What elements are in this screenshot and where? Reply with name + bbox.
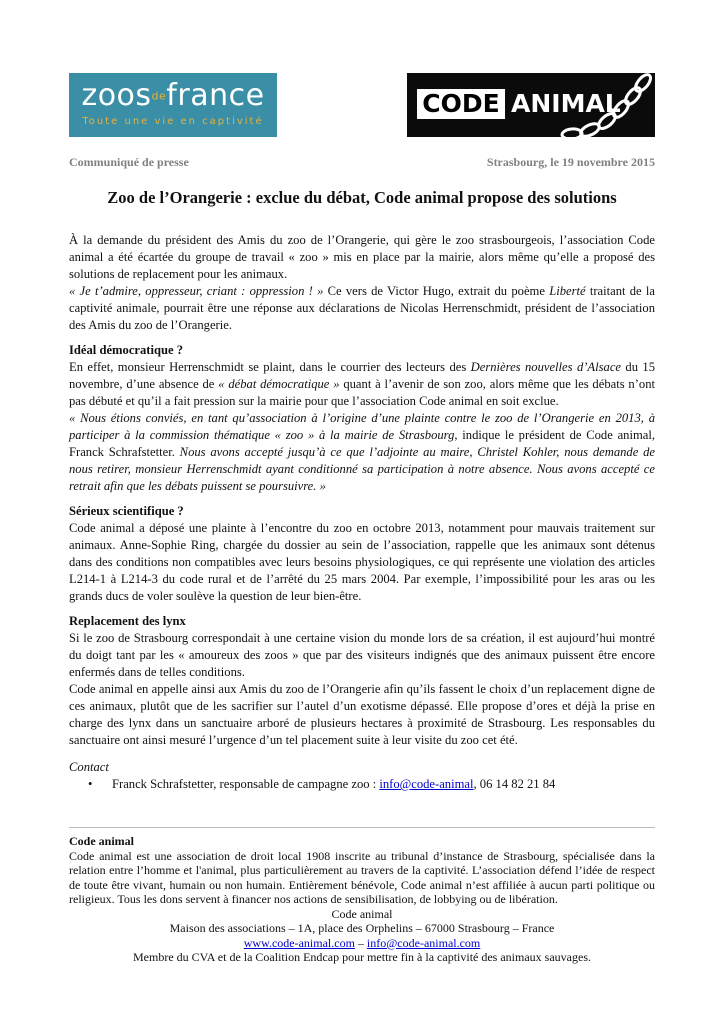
hugo-quote: « Je t’admire, oppresseur, criant : oppression ! » — [69, 284, 324, 298]
contact-label: Contact — [69, 760, 109, 774]
section-heading-scientific: Sérieux scientifique ? — [69, 504, 184, 518]
footer-org-name: Code animal — [331, 906, 393, 921]
president-quote-paragraph — [69, 410, 655, 495]
footer-description: Code animal est une association de droit local 1908 inscrite au tribunal d’instance de Strasbourg, spécialisée dans la relation entre l’homme et l'animal, plus particulièrement au travers de la captivité. L’association défend l’idée de respect de toute être vivant, humain ou non humain. Entièrement bénévole, Code animal n’est affiliée à aucun parti politique ou religieux. Tous les dons servent à financer nos actions de sensibilisation, de lobbying ou de libération. — [69, 848, 655, 906]
president-quote-2: Nous avons accepté jusqu’à ce que l’adjointe au maire, Christel Kohler, nous demande de nous retirer, monsieur Herrenschmidt ayant conditionné sa participation à notre absence. Nous avons accepté ce retrait afin que les débats puissent se poursuivre. » — [69, 445, 655, 493]
hugo-text-a: Ce vers de Victor Hugo, extrait du poème — [323, 284, 550, 298]
footer-email-link[interactable]: info@code-animal.com — [366, 935, 481, 950]
contact-text-a: Franck Schrafstetter, responsable de campagne zoo : — [112, 777, 380, 791]
newspaper-name: Dernières nouvelles d’Alsace — [470, 360, 622, 374]
logo-word-de: de — [151, 89, 167, 103]
footer-links — [69, 936, 655, 951]
intro-paragraph: À la demande du président des Amis du zoo de l’Orangerie, qui gère le zoo strasbourgeois, l’association Code animal a été écartée du groupe de travail « zoo » mis en place par la mairie, alors même qu’elle a proposé des solutions de replacement pour les animaux. — [69, 233, 655, 281]
democratic-quote: « débat démocratique » — [218, 377, 340, 391]
zoos-de-france-logo — [69, 73, 277, 137]
footer-heading: Code animal — [69, 834, 135, 848]
lynx-paragraph-1: Si le zoo de Strasbourg correspondait à une certaine vision du monde lors de sa création, il est aujourd’hui montré du doigt tant par les « amoureux des zoos » que par des visiteurs indignés que des animaux puissent être encore enfermés dans de telles conditions. — [69, 631, 655, 679]
place-date: Strasbourg, le 19 novembre 2015 — [486, 155, 655, 169]
code-animal-logo — [407, 73, 655, 137]
democratic-paragraph — [69, 359, 655, 410]
footer-divider — [69, 827, 655, 828]
hugo-paragraph — [69, 283, 655, 334]
page-title: Zoo de l’Orangerie : exclue du débat, Code animal propose des solutions — [107, 188, 617, 207]
democratic-text-c: quant à l’avenir de son zoo, alors même que les débats n’ont pas débuté et qu’il a fait pression sur la mairie pour que l’association Code animal en soit exclue. — [69, 377, 656, 408]
contact-item — [69, 776, 655, 793]
logo-word-code: CODE — [417, 89, 505, 119]
contact-text-b: , 06 14 82 21 84 — [473, 777, 556, 791]
quote-attribution: indique le président de Code animal, Franck Schrafstetter. — [69, 428, 655, 459]
logo-word-france: france — [166, 78, 265, 113]
footer — [69, 834, 655, 965]
article-body — [69, 232, 655, 793]
poem-title: Liberté — [549, 284, 586, 298]
section-heading-democratic: Idéal démocratique ? — [69, 343, 184, 357]
section-heading-lynx: Replacement des lynx — [69, 614, 186, 628]
zoos-de-france-tagline: Toute une vie en captivité — [82, 116, 264, 127]
bullet-icon: • — [88, 777, 93, 791]
democratic-text-a: En effet, monsieur Herrenschmidt se plaint, dans le courrier des lecteurs des — [69, 360, 471, 374]
scientific-paragraph: Code animal a déposé une plainte à l’encontre du zoo en octobre 2013, notamment pour mauvais traitement sur animaux. Anne-Sophie Ring, chargée du dossier au sein de l’association, rappelle que les animaux sont détenus dans des conditions non compatibles avec leurs besoins physiologiques, ce qui représente une violation des articles L214-1 à L214-3 du code rural et de l’arrêté du 25 mars 2004. Par exemple, l’impossibilité pour les aras ou les grands ducs de voler soulève la question de leur bien-être. — [69, 521, 655, 603]
footer-website-link[interactable]: www.code-animal.com — [243, 935, 355, 950]
logo-word-zoos: zoos — [81, 78, 152, 113]
zoos-de-france-wordmark — [69, 79, 277, 114]
contact-list — [69, 776, 655, 793]
footer-address: Maison des associations – 1A, place des Orphelins – 67000 Strasbourg – France — [169, 921, 555, 935]
footer-link-separator: – — [354, 935, 367, 950]
president-quote-1: « Nous étions conviés, en tant qu’association à l’origine d’une plainte contre le zoo de l’Orangerie en 2013, à participer à la commission thématique « zoo » à la mairie de Strasbourg, — [69, 411, 655, 442]
hugo-text-b: traitant de la captivité animale, pourrait être une réponse aux déclarations de Nicolas Herrenschmidt, président de l’association des Amis du zoo de l’Orangerie. — [69, 284, 655, 332]
contact-email-link[interactable]: info@code-animal — [379, 777, 474, 791]
footer-membership: Membre du CVA et de la Coalition Endcap pour mettre fin à la captivité des animaux sauvages. — [133, 950, 591, 964]
democratic-text-b: du 15 novembre, d’une absence de — [69, 360, 656, 391]
press-release-label: Communiqué de presse — [69, 155, 189, 169]
logo-word-animal: ANIMAL — [511, 89, 621, 118]
lynx-paragraph-2: Code animal en appelle ainsi aux Amis du zoo de l’Orangerie afin qu’ils fassent le choix d’un replacement digne de ces animaux, plutôt que de les sacrifier sur l’autel d’un exotisme dépassé. Elle propose d’ores et déjà la prise en charge des lynx dans un sanctuaire arboré de plusieurs hectares à proximité de Strasbourg. Les responsables du sanctuaire ont ainsi mesuré l’urgence d’un tel placement suite à leur visite du zoo cet été. — [69, 682, 655, 747]
